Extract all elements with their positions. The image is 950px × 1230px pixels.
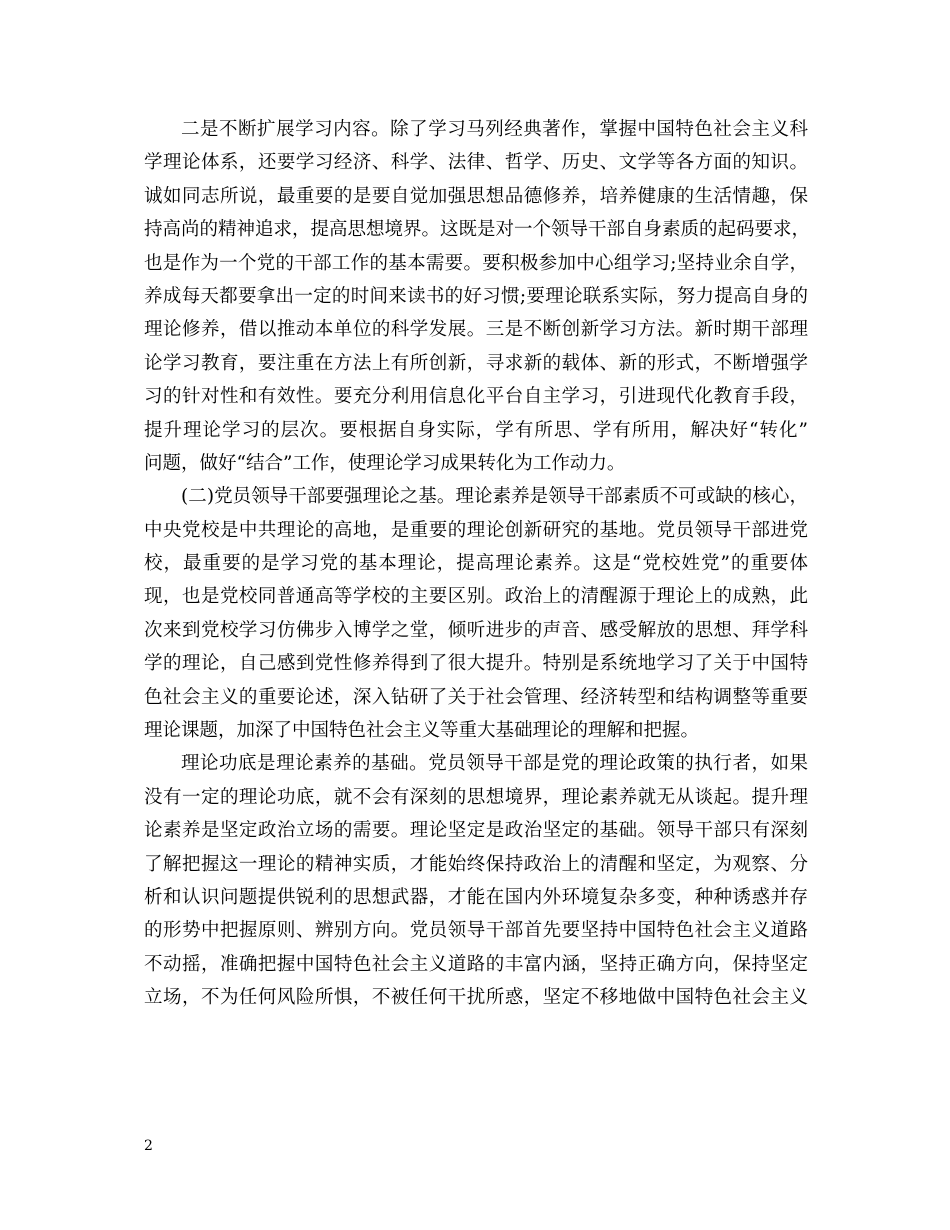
text-line: 习的针对性和有效性。要充分利用信息化平台自主学习，引进现代化教育手段，: [144, 386, 808, 408]
text-line: 问题，做好“结合”工作，使理论学习成果转化为工作动力。: [144, 452, 626, 474]
text-line: 现，也是党校同普通高等学校的主要区别。政治上的清醒源于理论上的成熟，此: [144, 586, 808, 608]
text-line: 诚如同志所说，最重要的是要自觉加强思想品德修养，培养健康的生活情趣，保: [144, 185, 808, 207]
text-line: 立场，不为任何风险所惧，不被任何干扰所惑，坚定不移地做中国特色社会主义: [144, 987, 808, 1009]
body-text: [144, 113, 811, 1015]
text-line: 色社会主义的重要论述，深入钻研了关于社会管理、经济转型和结构调整等重要: [144, 686, 808, 708]
text-line: 论素养是坚定政治立场的需要。理论坚定是政治坚定的基础。领导干部只有深刻: [144, 820, 808, 842]
text-line: 校，最重要的是学习党的基本理论，提高理论素养。这是“党校姓党”的重要体: [144, 553, 808, 575]
text-line: 二是不断扩展学习内容。除了学习马列经典著作，掌握中国特色社会主义科: [181, 119, 808, 140]
text-line: (二)党员领导干部要强理论之基。理论素养是领导干部素质不可或缺的核心，: [181, 486, 808, 508]
text-line: 没有一定的理论功底，就不会有深刻的思想境界，理论素养就无从谈起。提升理: [144, 786, 808, 808]
text-line: 次来到党校学习仿佛步入博学之堂，倾听进步的声音、感受解放的思想、拜学科: [144, 619, 808, 641]
page-number: 2: [144, 1138, 153, 1154]
text-line: 理论功底是理论素养的基础。党员领导干部是党的理论政策的执行者，如果: [181, 753, 808, 775]
text-line: 中央党校是中共理论的高地，是重要的理论创新研究的基地。党员领导干部进党: [144, 519, 808, 541]
text-line: 提升理论学习的层次。要根据自身实际，学有所思、学有所用，解决好“转化”: [144, 419, 808, 441]
text-line: 养成每天都要拿出一定的时间来读书的好习惯;要理论联系实际，努力提高自身的: [144, 285, 808, 307]
text-line: 持高尚的精神追求，提高思想境界。这既是对一个领导干部自身素质的起码要求，: [144, 219, 811, 241]
text-line: 也是作为一个党的干部工作的基本需要。要积极参加中心组学习;坚持业余自学，: [144, 252, 808, 274]
text-line: 学的理论，自己感到党性修养得到了很大提升。特别是系统地学习了关于中国特: [144, 653, 808, 675]
text-line: 理论修养，借以推动本单位的科学发展。三是不断创新学习方法。新时期干部理: [144, 319, 808, 341]
text-line: 了解把握这一理论的精神实质，才能始终保持政治上的清醒和坚定，为观察、分: [144, 853, 808, 875]
text-line: 析和认识问题提供锐利的思想武器，才能在国内外环境复杂多变，种种诱惑并存: [144, 886, 808, 908]
text-line: 不动摇，准确把握中国特色社会主义道路的丰富内涵，坚持正确方向，保持坚定: [144, 953, 808, 975]
text-line: 的形势中把握原则、辨别方向。党员领导干部首先要坚持中国特色社会主义道路: [144, 920, 808, 942]
text-line: 论学习教育，要注重在方法上有所创新，寻求新的载体、新的形式，不断增强学: [144, 352, 808, 374]
text-line: 学理论体系，还要学习经济、科学、法律、哲学、历史、文学等各方面的知识。: [144, 152, 808, 174]
text-line: 理论课题，加深了中国特色社会主义等重大基础理论的理解和把握。: [144, 720, 700, 742]
